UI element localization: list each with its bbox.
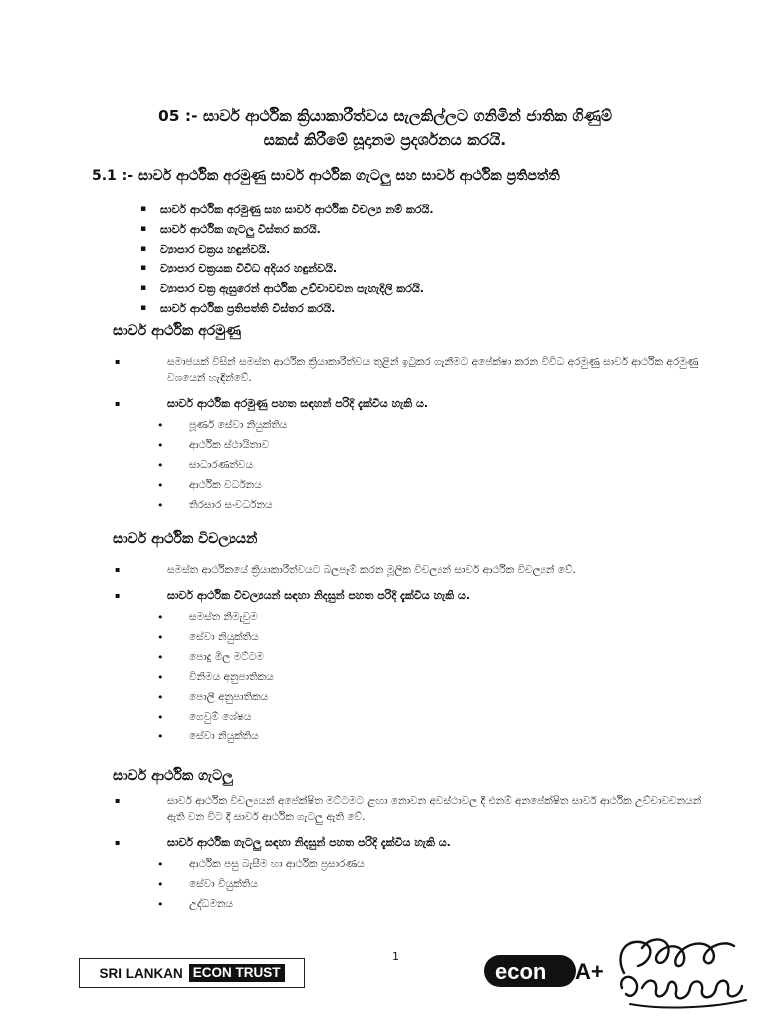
list-item: • ආර්ථික වර්ධනය xyxy=(173,476,713,496)
list-item: • සේවා නියුක්තිය xyxy=(173,727,713,747)
objective-item: ▪ ව්‍යාපාර චක්‍රය හඳුන්වයි. xyxy=(140,240,700,260)
list-item: • ආර්ථික ස්ථායිතාව xyxy=(173,436,713,456)
list-item: • සේවා වියුක්තිය xyxy=(173,875,713,895)
econ-trust-logo xyxy=(79,958,305,988)
list-item: • ගෙවුම් ශේෂය xyxy=(173,708,713,728)
list-item: • සේවා නියුක්තිය xyxy=(173,628,713,648)
section-items xyxy=(113,416,713,516)
objective-item: ▪ සාර්ව ආර්ථික ප්‍රතිපත්ති විස්තර කරයි. xyxy=(140,299,700,319)
section-paragraph: ▪ සමාජයක් විසින් සමස්ත ආර්ථික ක්‍රියාකාරීත්වය තුළින් ඉටුකර ගැනීමට අපේක්ෂා කරන විවිධ අරමුණු සාර්ව ආර්ථික අරමුණු වශයෙන් හැඳින්වේ. xyxy=(113,354,713,386)
objective-item: ▪ සාර්ව ආර්ථික ගැටලු විස්තර කරයි. xyxy=(140,220,700,240)
section-heading: සාර්ව ආර්ථික ගැටලු xyxy=(113,768,233,784)
list-item: • පොලී අනුපාතිකය xyxy=(173,688,713,708)
list-item: • උද්ධමනය xyxy=(173,895,713,915)
section-macro-problems xyxy=(113,765,713,915)
trust-label-right: ECON TRUST xyxy=(189,964,285,982)
signature-image xyxy=(612,928,752,1013)
section-items xyxy=(113,855,713,915)
section-macro-variables xyxy=(113,528,713,747)
section-lead: ▪ සාර්ව ආර්ථික ගැටලු සඳහා නිදසුන් පහත පරිදි දැක්විය හැකි ය. xyxy=(113,835,713,851)
page-number: 1 xyxy=(392,950,399,963)
objective-item: ▪ සාර්ව ආර්ථික අරමුණු සහ සාර්ව ආර්ථික විචල්‍ය නම් කරයි. xyxy=(140,200,700,220)
section-paragraph: ▪ සමස්ත ආර්ථිකයේ ක්‍රියාකාරීත්වයට බලපෑම් කරන මූලික විචල්‍යන් සාර්ව ආර්ථික විචල්‍යන් වේ. xyxy=(113,562,713,578)
econ-logo-suffix: A+ xyxy=(575,959,604,984)
econ-a-plus-logo xyxy=(483,945,608,995)
objective-item: ▪ ව්‍යාපාර චක්‍ර ඇසුරෙන් ආර්ථික උච්චාවචන පැහැදිලි කරයි. xyxy=(140,279,700,299)
section-lead: ▪ සාර්ව ආර්ථික විචල්‍යයන් සඳහා නිදසුන් පහත පරිදි දැක්විය හැකි ය. xyxy=(113,588,713,604)
section-items xyxy=(113,608,713,747)
section-paragraph: ▪ සාර්ව ආර්ථික විචල්‍යයන් අපේක්ෂිත මට්ටමට ළඟා නොවන අවස්ථාවල දී එනම් අනපේක්ෂිත සාර්ව ආර්ථික උච්චාවචනයන් ඇති වන විට දී සාර්ව ආර්ථික ගැටලු ඇති වේ. xyxy=(113,793,713,825)
section-subtitle: 5.1 :- සාර්ව ආර්ථික අරමුණු සාර්ව ආර්ථික ගැටලු සහ සාර්ව ආර්ථික ප්‍රතිපත්ති xyxy=(92,168,560,184)
section-heading: සාර්ව ආර්ථික විචල්‍යයන් xyxy=(113,531,258,547)
section-macro-objectives xyxy=(113,320,713,516)
list-item: • විනිමය අනුපාතිකය xyxy=(173,668,713,688)
list-item: • ආර්ථික පසු බැසීම හා ආර්ථික ප්‍රසාරණය xyxy=(173,855,713,875)
econ-logo-text: econ xyxy=(495,959,547,984)
title-line-1: 05 :- සාර්ව ආර්ථික ක්‍රියාකාරීත්වය සැලකිල්ලට ගනිමින් ජාතික ගිණුම් xyxy=(157,107,613,125)
list-item: • පොදු මිල මට්ටම xyxy=(173,648,713,668)
list-item: • පූර්ණ සේවා නියුක්තිය xyxy=(173,416,713,436)
title-line-2: සකස් කිරීමේ සූදානම ප්‍රදර්ශනය කරයි. xyxy=(263,131,507,149)
list-item: • සාධාරණත්වය xyxy=(173,456,713,476)
list-item: • තිරසාර සංවර්ධනය xyxy=(173,496,713,516)
trust-label-left: SRI LANKAN xyxy=(99,965,183,981)
objectives-list xyxy=(140,200,700,319)
section-lead: ▪ සාර්ව ආර්ථික අරමුණු පහත සඳහන් පරිදි දැක්විය හැකි ය. xyxy=(113,396,713,412)
section-heading: සාර්ව ආර්ථික අරමුණු xyxy=(113,323,242,339)
objective-item: ▪ ව්‍යාපාර චක්‍රයක විවිධ අදියර හඳුන්වයි. xyxy=(140,259,700,279)
page-title xyxy=(60,104,710,152)
list-item: • සමස්ත නිමැවුම xyxy=(173,608,713,628)
